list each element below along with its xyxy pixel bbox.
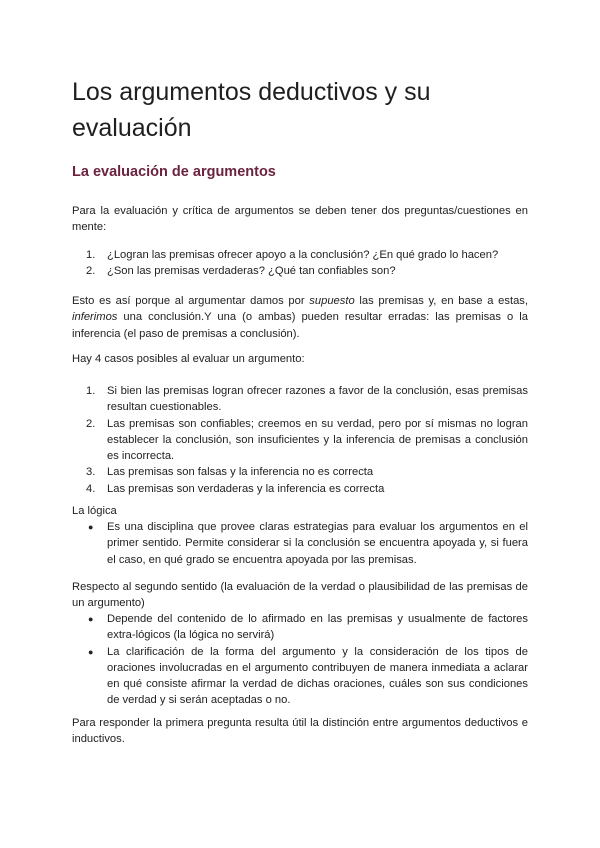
list-item: [72, 247, 528, 263]
emphasis-inferimos: inferimos: [72, 311, 118, 324]
list-item-text: La clarificación de la forma del argumento y la consideración de los tipos de oraciones involucradas en el argumento contribuyen de manera inmediata a aclarar en qué consiste afirmar la verdad de dichas oraciones, cuáles son sus condiciones de verdad y si serán aceptadas o no.: [107, 645, 528, 707]
bullet-icon: ●: [88, 522, 94, 532]
list-item-text: Es una disciplina que provee claras estrategias para evaluar los argumentos en el primer sentido. Permite considerar si la conclusión se encuentra apoyada y, si fuera el caso, en qué grado se encuentra apoyada por las premisas.: [107, 521, 528, 566]
bullet-icon: ●: [88, 614, 94, 624]
logic-list: [72, 519, 528, 568]
list-item: [72, 383, 528, 416]
list-marker: 1.: [86, 249, 96, 261]
list-item-text: Las premisas son falsas y la inferencia no es correcta: [107, 466, 374, 479]
explanation-text: Esto es así porque al argumentar damos por: [72, 295, 310, 307]
list-marker: 1.: [86, 385, 96, 397]
second-sense-list: [72, 611, 528, 709]
explanation-text: una conclusión.Y una (o ambas) pueden resultar erradas: las premisas o la inferencia (el paso de premisas a conclusión).: [72, 311, 528, 340]
list-item: [72, 611, 528, 644]
list-item: [72, 464, 528, 480]
logic-label: La lógica: [72, 505, 117, 517]
list-item-text: ¿Son las premisas verdaderas? ¿Qué tan confiables son?: [107, 265, 396, 278]
list-item: [72, 644, 528, 709]
list-marker: 4.: [86, 482, 96, 495]
list-item: [72, 481, 528, 497]
list-item-text: Depende del contenido de lo afirmado en las premisas y usualmente de factores extra-lógicos (la lógica no servirá): [107, 613, 528, 642]
cases-intro-paragraph: Hay 4 casos posibles al evaluar un argumento:: [72, 353, 305, 365]
questions-list: [72, 247, 528, 280]
intro-paragraph: Para la evaluación y crítica de argumentos se deben tener dos preguntas/cuestiones en mente:: [72, 205, 528, 234]
list-marker: 2.: [86, 265, 96, 278]
bullet-icon: ●: [88, 646, 94, 657]
second-sense-intro: Respecto al segundo sentido (la evaluación de la verdad o plausibilidad de las premisas de un argumento): [72, 581, 528, 610]
list-item: [72, 416, 528, 465]
list-item-text: Si bien las premisas logran ofrecer razones a favor de la conclusión, esas premisas resultan cuestionables.: [107, 385, 528, 414]
list-item-text: ¿Logran las premisas ofrecer apoyo a la conclusión? ¿En qué grado lo hacen?: [107, 249, 499, 261]
list-item: [72, 263, 528, 279]
page-title: Los argumentos deductivos y su evaluación: [72, 78, 431, 142]
emphasis-supuesto: supuesto: [309, 295, 355, 307]
section-heading: La evaluación de argumentos: [72, 164, 276, 180]
cases-list: [72, 383, 528, 497]
list-marker: 2.: [86, 417, 96, 430]
closing-paragraph: Para responder la primera pregunta resulta útil la distinción entre argumentos deductivos e inductivos.: [72, 717, 528, 746]
list-item-text: Las premisas son verdaderas y la inferencia es correcta: [107, 482, 385, 495]
explanation-paragraph: [72, 293, 528, 342]
explanation-text: las premisas y, en base a estas,: [354, 295, 528, 307]
list-item: [72, 519, 528, 568]
list-item-text: Las premisas son confiables; creemos en su verdad, pero por sí mismas no logran establecer la conclusión, son insuficientes y la inferencia de premisas a conclusión es incorrecta.: [107, 417, 528, 463]
list-marker: 3.: [86, 466, 96, 479]
